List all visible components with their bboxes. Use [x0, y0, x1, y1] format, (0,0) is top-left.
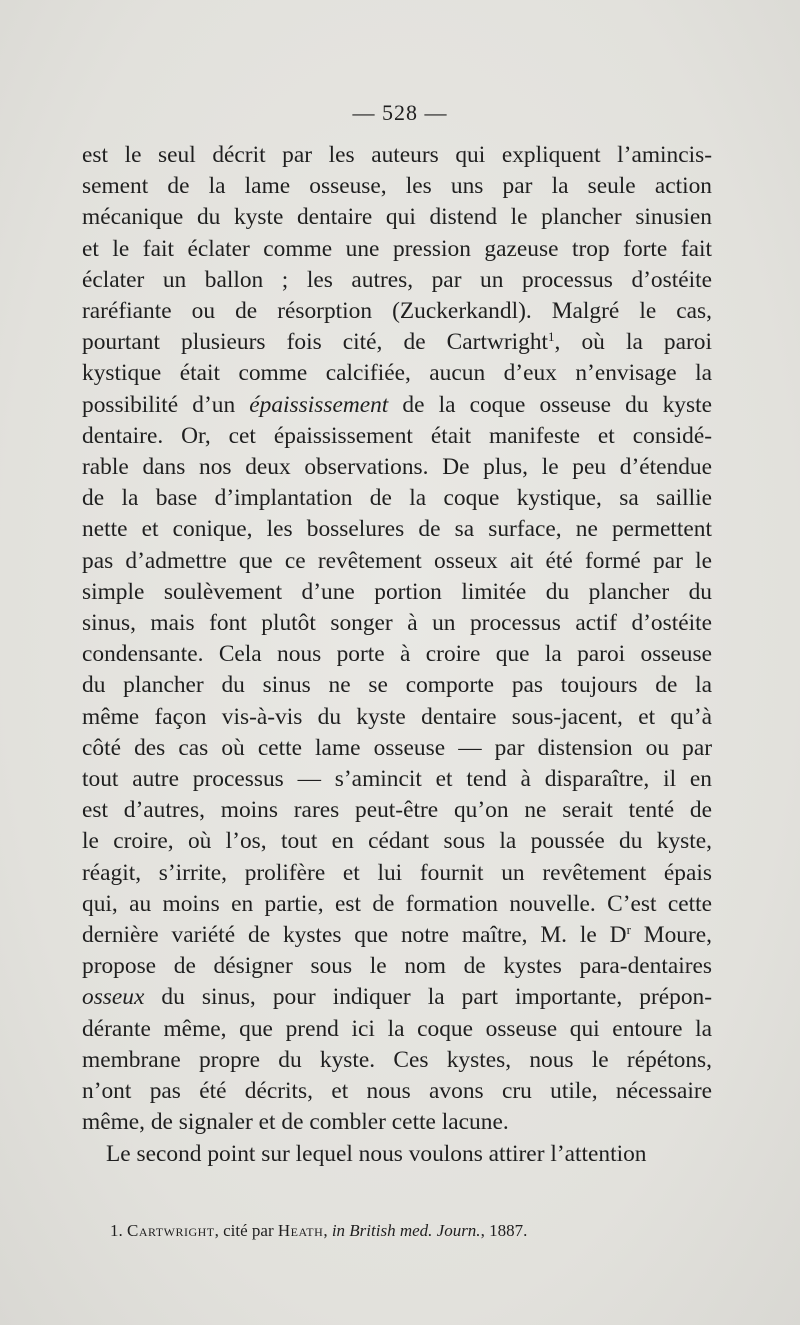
line-text: simple soulèvement d’une portion limitée du plancher du: [82, 578, 712, 605]
text-line: [82, 764, 712, 795]
body-text: [82, 140, 712, 1170]
text-line: [82, 265, 712, 296]
text-line: [82, 639, 712, 670]
text-line: [82, 421, 712, 452]
line-text: est le seul décrit par les auteurs qui expliquent l’amincis-: [82, 142, 712, 168]
line-text: côté des cas où cette lame osseuse — par distension ou par: [82, 734, 712, 761]
text-line: [82, 202, 712, 233]
line-text: est d’autres, moins rares peut-être qu’on ne serait tenté de: [82, 797, 712, 824]
text-line: [82, 608, 712, 639]
superscript-ref: 1: [548, 329, 555, 345]
line-text: mécanique du kyste dentaire qui distend le plancher sinusien: [82, 204, 712, 231]
line-text: raréfiante ou de résorption (Zuckerkandl). Malgré le cas,: [82, 298, 712, 325]
text-line: [82, 1014, 712, 1045]
text-line: [82, 670, 712, 701]
emphasis-text: épaississement: [249, 391, 389, 418]
footnote-sep: ,: [323, 1221, 332, 1240]
line-text: du plancher du sinus ne se comporte pas toujours de la: [82, 672, 712, 699]
line-text: membrane propre du kyste. Ces kystes, nous le répétons,: [82, 1046, 712, 1073]
page-number: — 528 —: [352, 100, 448, 125]
line-text: même façon vis-à-vis du kyste dentaire sous-jacent, et qu’à: [82, 703, 712, 730]
line-text-continued: de la coque osseuse du kyste: [388, 391, 712, 418]
line-text: pas d’admettre que ce revêtement osseux ait été formé par le: [82, 547, 712, 574]
footnote-middle: , cité par: [214, 1221, 278, 1240]
text-line: [82, 1107, 712, 1138]
text-line: [82, 483, 712, 514]
footnote-author: Cartwright: [127, 1221, 215, 1240]
line-text: possibilité d’un: [82, 391, 250, 418]
line-text-continued: , où la paroi: [554, 329, 712, 356]
text-line: [82, 889, 712, 920]
line-text: sement de la lame osseuse, les uns par la seule action: [82, 173, 712, 200]
footnote-journal: in British med. Journ.: [331, 1221, 481, 1240]
line-text: Le second point sur lequel nous voulons attirer l’attention: [106, 1140, 647, 1167]
text-line: [82, 1045, 712, 1076]
line-text: le croire, où l’os, tout en cédant sous la poussée du kyste,: [82, 828, 712, 855]
text-line: [82, 296, 712, 327]
text-line: [82, 327, 712, 358]
text-line: [82, 858, 712, 889]
text-line: [82, 826, 712, 857]
line-text: et le fait éclater comme une pression gazeuse trop forte fait: [82, 235, 712, 262]
text-line: [82, 358, 712, 389]
text-line: [82, 1076, 712, 1107]
line-text-continued: du sinus, pour indiquer la part importante, prépon-: [144, 984, 712, 1011]
text-line: [82, 577, 712, 608]
text-line: [82, 546, 712, 577]
superscript-ref: r: [626, 922, 631, 938]
line-text: nette et conique, les bosselures de sa surface, ne permettent: [82, 516, 712, 543]
text-line: [82, 171, 712, 202]
text-line: [82, 390, 712, 421]
line-text: dérante même, que prend ici la coque osseuse qui entoure la: [82, 1015, 712, 1042]
line-text-continued: Moure,: [630, 922, 712, 949]
line-text: pourtant plusieurs fois cité, de Cartwright: [82, 329, 549, 356]
text-line: [82, 234, 712, 265]
line-text: dentaire. Or, cet épaississement était manifeste et considé-: [82, 422, 712, 449]
line-text: propose de désigner sous le nom de kystes para-dentaires: [82, 953, 712, 980]
text-line: [82, 452, 712, 483]
text-line: [82, 702, 712, 733]
line-text: rable dans nos deux observations. De plus, le peu d’étendue: [82, 454, 712, 481]
line-text: tout autre processus — s’amincit et tend à disparaître, il en: [82, 766, 712, 793]
footnote-cited: Heath: [277, 1221, 324, 1240]
line-text: dernière variété de kystes que notre maître, M. le D: [82, 922, 627, 949]
footnote-year: , 1887.: [480, 1221, 528, 1240]
line-text: même, de signaler et de combler cette lacune.: [82, 1109, 509, 1136]
text-line: [82, 733, 712, 764]
line-text: éclater un ballon ; les autres, par un processus d’ostéite: [82, 266, 712, 293]
line-text: condensante. Cela nous porte à croire que la paroi osseuse: [82, 641, 712, 668]
footnote-number: 1.: [110, 1221, 123, 1240]
text-line: [82, 1139, 712, 1170]
footnote: [110, 1221, 710, 1241]
line-text: kystique était comme calcifiée, aucun d’eux n’envisage la: [82, 360, 712, 387]
line-text: sinus, mais font plutôt songer à un processus actif d’ostéite: [82, 610, 712, 637]
line-text: de la base d’implantation de la coque kystique, sa saillie: [82, 485, 712, 512]
text-line: [82, 951, 712, 982]
line-text: réagit, s’irrite, prolifère et lui fournit un revêtement épais: [82, 859, 712, 886]
text-line: [82, 795, 712, 826]
line-text: n’ont pas été décrits, et nous avons cru utile, nécessaire: [82, 1078, 712, 1105]
text-line: [82, 140, 712, 171]
text-line: [82, 514, 712, 545]
text-line: [82, 982, 712, 1013]
emphasis-text: osseux: [82, 984, 145, 1011]
text-line: [82, 920, 712, 951]
line-text: qui, au moins en partie, est de formation nouvelle. C’est cette: [82, 890, 712, 917]
